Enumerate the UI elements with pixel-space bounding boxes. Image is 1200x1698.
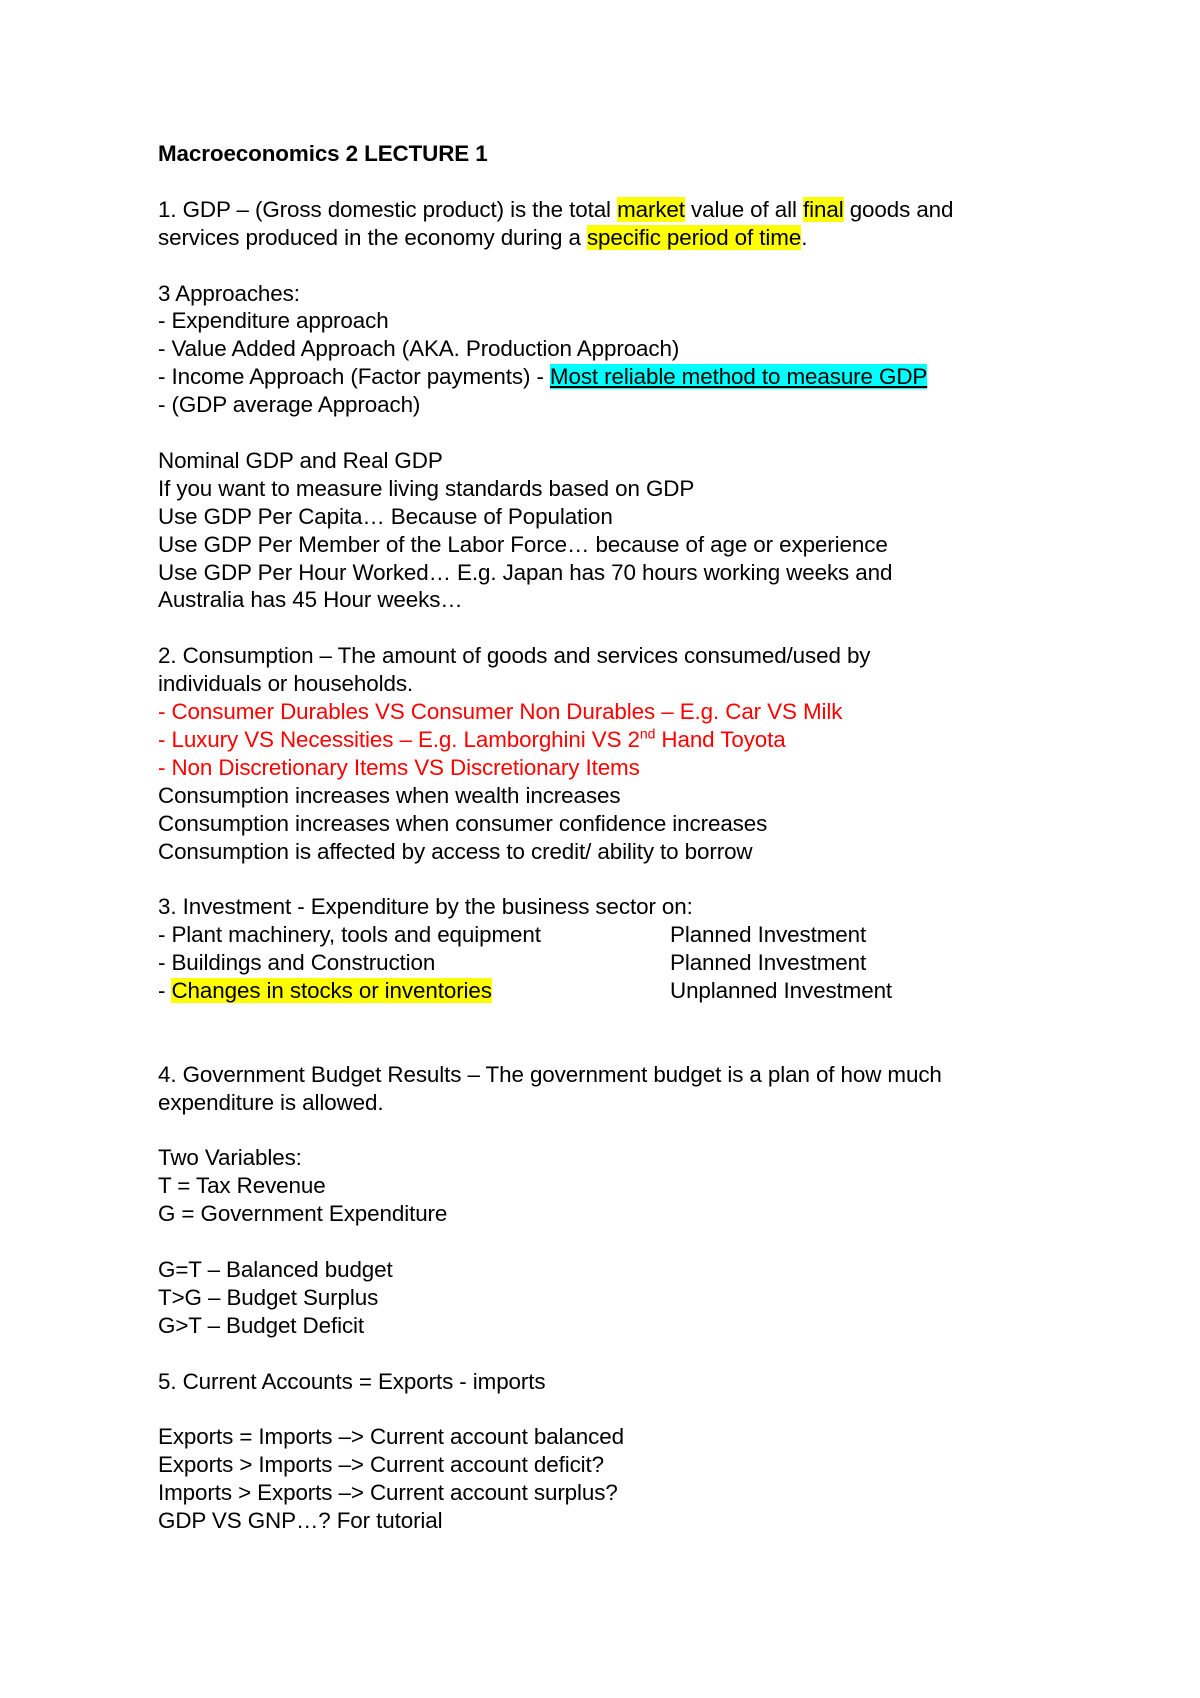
- variable-item: T = Tax Revenue: [158, 1173, 326, 1199]
- current-account-item: Exports > Imports –> Current account deficit?: [158, 1452, 605, 1478]
- nominal-line: If you want to measure living standards based on GDP: [158, 475, 695, 501]
- consumption-line: Consumption increases when consumer confidence increases: [158, 810, 768, 836]
- approaches-heading: 3 Approaches:: [158, 280, 300, 306]
- nominal-line: Australia has 45 Hour weeks…: [158, 587, 463, 613]
- highlight-market: market: [617, 196, 685, 222]
- budget-line: expenditure is allowed.: [158, 1089, 384, 1115]
- approach-item: - Expenditure approach: [158, 308, 389, 334]
- nominal-line: Nominal GDP and Real GDP: [158, 447, 443, 473]
- highlight-most-reliable: Most reliable method to measure GDP: [549, 364, 928, 390]
- budget-result: G=T – Balanced budget: [158, 1257, 393, 1283]
- budget-result: T>G – Budget Surplus: [158, 1284, 379, 1310]
- highlight-specific-period: specific period of time: [586, 224, 802, 250]
- page-title: Macroeconomics 2 LECTURE 1: [158, 141, 488, 166]
- consumption-line: 2. Consumption – The amount of goods and services consumed/used by: [158, 643, 871, 669]
- investment-row: - Buildings and Construction Planned Investment: [158, 950, 867, 976]
- consumption-red-item: - Luxury VS Necessities – E.g. Lamborghini VS 2nd Hand Toyota: [158, 725, 786, 752]
- nominal-line: Use GDP Per Capita… Because of Population: [158, 503, 613, 529]
- investment-row: - Plant machinery, tools and equipment Planned Investment: [158, 922, 867, 948]
- highlight-changes-in-stocks: Changes in stocks or inventories: [171, 978, 492, 1004]
- highlight-final: final: [803, 196, 844, 222]
- approach-item: - (GDP average Approach): [158, 392, 421, 418]
- budget-line: 4. Government Budget Results – The government budget is a plan of how much: [158, 1061, 942, 1087]
- current-account-item: Imports > Exports –> Current account surplus?: [158, 1480, 618, 1506]
- nominal-line: Use GDP Per Member of the Labor Force… because of age or experience: [158, 531, 888, 557]
- variable-item: G = Government Expenditure: [158, 1201, 448, 1227]
- consumption-red-item: - Consumer Durables VS Consumer Non Durables – E.g. Car VS Milk: [158, 699, 843, 725]
- gdp-definition-line-2: services produced in the economy during a specific period of time.: [158, 224, 808, 250]
- consumption-line: Consumption is affected by access to credit/ ability to borrow: [158, 838, 753, 864]
- document-page: [158, 140, 1058, 1535]
- consumption-red-item: - Non Discretionary Items VS Discretionary Items: [158, 754, 640, 780]
- variables-heading: Two Variables:: [158, 1145, 302, 1171]
- consumption-line: Consumption increases when wealth increases: [158, 782, 621, 808]
- budget-result: G>T – Budget Deficit: [158, 1312, 365, 1338]
- approach-item: - Value Added Approach (AKA. Production Approach): [158, 336, 680, 362]
- approach-item: - Income Approach (Factor payments) - Most reliable method to measure GDP: [158, 364, 928, 390]
- current-account-item: GDP VS GNP…? For tutorial: [158, 1508, 443, 1534]
- current-accounts-heading: 5. Current Accounts = Exports - imports: [158, 1368, 546, 1394]
- gdp-definition-line-1: 1. GDP – (Gross domestic product) is the total market value of all final goods and: [158, 196, 954, 222]
- current-account-item: Exports = Imports –> Current account balanced: [158, 1424, 624, 1450]
- consumption-line: individuals or households.: [158, 671, 414, 697]
- investment-row: - Changes in stocks or inventories Unplanned Investment: [158, 978, 893, 1004]
- investment-heading: 3. Investment - Expenditure by the business sector on:: [158, 894, 693, 920]
- nominal-line: Use GDP Per Hour Worked… E.g. Japan has 70 hours working weeks and: [158, 559, 893, 585]
